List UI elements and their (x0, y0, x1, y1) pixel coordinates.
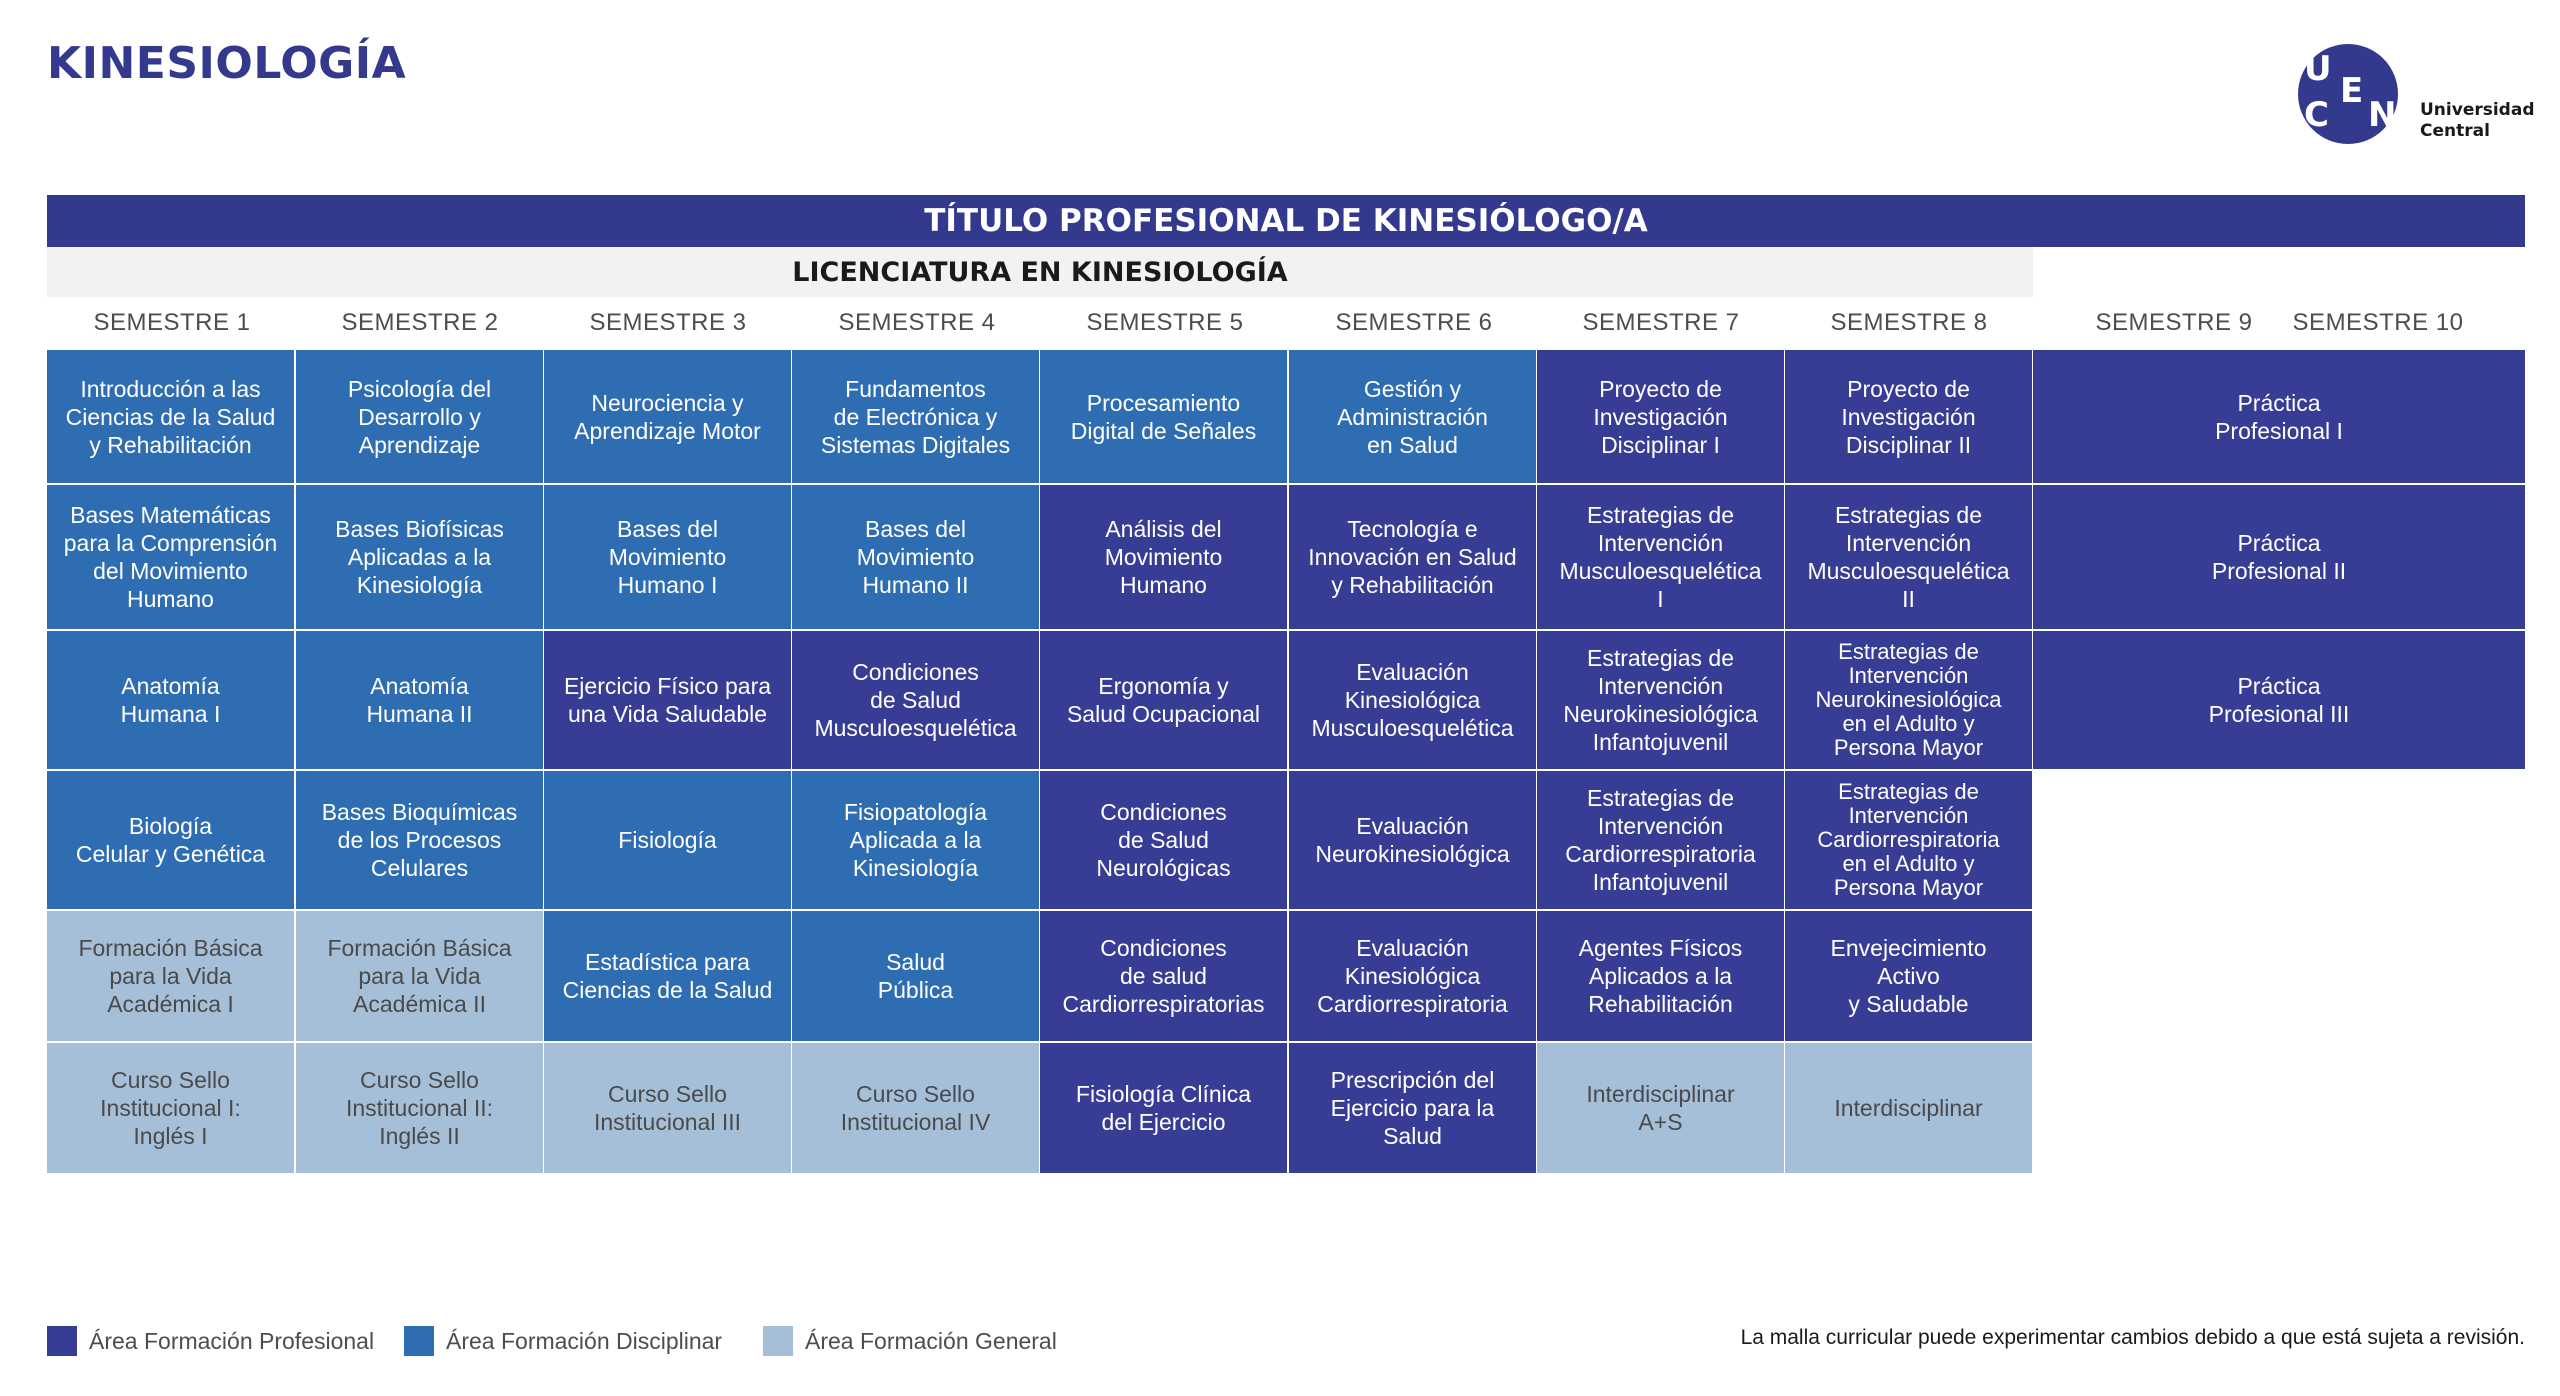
practica-cell (2033, 350, 2525, 485)
course-cell (296, 485, 545, 631)
course-name: Anatomía Humana II (366, 673, 473, 727)
course-name: Introducción a las Ciencias de la Salud y Rehabilitación (65, 375, 276, 458)
legend-item-profesional (47, 1326, 374, 1356)
practica-name: Práctica Profesional II (2211, 530, 2347, 584)
course-name: Proyecto de Investigación Disciplinar II (1841, 375, 1976, 458)
course-name: Formación Básica para la Vida Académica II (327, 935, 512, 1017)
legend-swatch (47, 1326, 77, 1356)
course-cell (1537, 485, 1786, 631)
logo-letter: N (2368, 95, 2397, 135)
licentiate-bar: LICENCIATURA EN KINESIOLOGÍA (47, 247, 2033, 297)
course-cell (1785, 1043, 2034, 1175)
course-name: Proyecto de Investigación Disciplinar I (1593, 375, 1728, 458)
course-cell (47, 350, 296, 485)
practica-name: Práctica Profesional III (2208, 673, 2350, 727)
course-name: Ejercicio Físico para una Vida Saludable (563, 673, 772, 727)
course-name: Ergonomía y Salud Ocupacional (1066, 673, 1261, 727)
course-name: Estrategias de Intervención Cardiorrespiratoria en el Adulto y Persona Mayor (1817, 779, 2000, 900)
course-name: Fundamentos de Electrónica y Sistemas Digitales (820, 375, 1011, 458)
course-name: Curso Sello Institucional I: Inglés I (100, 1067, 241, 1149)
course-cell (544, 911, 793, 1043)
course-name: Condiciones de Salud Musculoesquelética (814, 659, 1017, 741)
course-cell (792, 631, 1041, 771)
semester-header: SEMESTRE 5 (1086, 309, 1244, 336)
course-name: Curso Sello Institucional IV (840, 1081, 991, 1135)
practica-name: Práctica Profesional I (2215, 389, 2343, 444)
course-name: Salud Pública (877, 949, 954, 1003)
course-name: Agentes Físicos Aplicados a la Rehabilitación (1578, 935, 1743, 1017)
logo-letter: U (2304, 49, 2332, 89)
course-name: Fisiología Clínica del Ejercicio (1075, 1081, 1252, 1135)
course-cell (544, 1043, 793, 1175)
course-cell (47, 771, 296, 911)
course-cell (1537, 631, 1786, 771)
course-cell (1785, 771, 2034, 911)
legend-label: Área Formación Profesional (89, 1327, 375, 1354)
semester-header: SEMESTRE 2 (341, 309, 499, 336)
course-name: Prescripción del Ejercicio para la Salud (1330, 1067, 1495, 1149)
course-name: Estrategias de Intervención Neurokinesiológica en el Adulto y Persona Mayor (1815, 639, 2002, 760)
course-name: Anatomía Humana I (120, 673, 221, 727)
course-name: Evaluación Kinesiológica Cardiorrespiratoria (1317, 935, 1508, 1017)
legend-label: Área Formación Disciplinar (446, 1327, 723, 1354)
course-cell (1537, 771, 1786, 911)
logo-text: Universidad Central (2420, 100, 2535, 141)
course-cell (1289, 485, 1538, 631)
course-name: Estrategias de Intervención Cardiorrespiratoria Infantojuvenil (1565, 785, 1756, 895)
course-name: Bases Bioquímicas de los Procesos Celulares (321, 799, 518, 881)
course-cell (1040, 1043, 1289, 1175)
course-name: Interdisciplinar (1834, 1095, 1983, 1121)
course-cell (1040, 771, 1289, 911)
course-name: Evaluación Kinesiológica Musculoesquelética (1311, 659, 1514, 741)
course-cell (1040, 485, 1289, 631)
logo-letter: E (2340, 71, 2364, 111)
course-cell (1537, 911, 1786, 1043)
course-cell (47, 911, 296, 1043)
course-cell (296, 350, 545, 485)
semester-header: SEMESTRE 4 (838, 309, 996, 336)
course-cell (1040, 631, 1289, 771)
practica-cell (2033, 485, 2525, 631)
course-cell (544, 485, 793, 631)
course-name: Fisiología (618, 827, 717, 853)
course-cell (47, 485, 296, 631)
course-cell (296, 631, 545, 771)
course-name: Gestión y Administración en Salud (1337, 375, 1488, 458)
course-cell (1785, 350, 2034, 485)
course-cell (544, 631, 793, 771)
semester-header: SEMESTRE 7 (1582, 309, 1740, 336)
course-name: Bases del Movimiento Humano I (608, 516, 727, 598)
course-name: Neurociencia y Aprendizaje Motor (574, 389, 761, 444)
course-cell (296, 771, 545, 911)
course-name: Formación Básica para la Vida Académica I (78, 935, 263, 1017)
course-cell (1785, 631, 2034, 771)
legend-item-disciplinar (404, 1326, 722, 1356)
course-cell (1537, 350, 1786, 485)
legend-swatch (404, 1326, 434, 1356)
course-cell (47, 1043, 296, 1175)
legend-swatch (763, 1326, 793, 1356)
course-cell (1040, 911, 1289, 1043)
practica-cell (2033, 631, 2525, 771)
course-name: Curso Sello Institucional III (593, 1081, 742, 1135)
course-cell (792, 350, 1041, 485)
logo-letter: C (2304, 95, 2329, 135)
course-cell (792, 771, 1041, 911)
course-name: Estrategias de Intervención Neurokinesiológica Infantojuvenil (1563, 645, 1758, 755)
course-cell (47, 631, 296, 771)
semester-header: SEMESTRE 8 (1830, 309, 1988, 336)
course-cell (1289, 1043, 1538, 1175)
semester-header: SEMESTRE 10 (2292, 309, 2464, 336)
semester-header: SEMESTRE 3 (589, 309, 747, 336)
course-name: Evaluación Neurokinesiológica (1315, 813, 1510, 867)
course-cell (1785, 911, 2034, 1043)
course-cell (1040, 350, 1289, 485)
course-name: Curso Sello Institucional II: Inglés II (345, 1067, 494, 1149)
course-name: Bases Matemáticas para la Comprensión del Movimiento Humano (63, 502, 278, 612)
course-name: Estadística para Ciencias de la Salud (562, 949, 773, 1003)
course-name: Psicología del Desarrollo y Aprendizaje (347, 375, 492, 458)
course-name: Fisiopatología Aplicada a la Kinesiología (843, 799, 988, 881)
course-cell (1289, 771, 1538, 911)
course-cell (1289, 350, 1538, 485)
course-cell (544, 350, 793, 485)
course-cell (1537, 1043, 1786, 1175)
degree-title-bar: TÍTULO PROFESIONAL DE KINESIÓLOGO/A (47, 195, 2525, 247)
course-cell (792, 1043, 1041, 1175)
course-cell (296, 1043, 545, 1175)
course-name: Condiciones de Salud Neurológicas (1096, 799, 1231, 881)
course-name: Tecnología e Innovación en Salud y Rehabilitación (1308, 516, 1517, 598)
course-name: Análisis del Movimiento Humano (1104, 516, 1223, 598)
course-name: Condiciones de salud Cardiorrespiratorias (1062, 935, 1265, 1017)
course-name: Bases Biofísicas Aplicadas a la Kinesiología (335, 516, 504, 598)
course-name: Interdisciplinar A+S (1586, 1081, 1735, 1135)
course-name: Estrategias de Intervención Musculoesquelética I (1559, 502, 1762, 612)
course-cell (792, 485, 1041, 631)
semester-header: SEMESTRE 6 (1335, 309, 1493, 336)
course-name: Envejecimiento Activo y Saludable (1830, 935, 1987, 1017)
semester-header: SEMESTRE 1 (93, 309, 251, 336)
legend-label: Área Formación General (805, 1327, 1057, 1354)
course-name: Estrategias de Intervención Musculoesquelética II (1807, 502, 2010, 612)
course-cell (296, 911, 545, 1043)
logo-emblem (2298, 44, 2398, 144)
course-name: Biología Celular y Genética (75, 813, 266, 867)
course-name: Procesamiento Digital de Señales (1070, 389, 1257, 444)
course-cell (1289, 631, 1538, 771)
course-cell (1289, 911, 1538, 1043)
course-cell (792, 911, 1041, 1043)
legend-item-general (763, 1326, 1057, 1356)
course-cell (544, 771, 793, 911)
course-name: Bases del Movimiento Humano II (856, 516, 975, 598)
course-cell (1785, 485, 2034, 631)
semester-header: SEMESTRE 9 (2095, 309, 2253, 336)
page-title: KINESIOLOGÍA (47, 38, 407, 89)
university-logo (2298, 44, 2538, 154)
revision-note: La malla curricular puede experimentar cambios debido a que está sujeta a revisión. (1740, 1326, 2525, 1349)
